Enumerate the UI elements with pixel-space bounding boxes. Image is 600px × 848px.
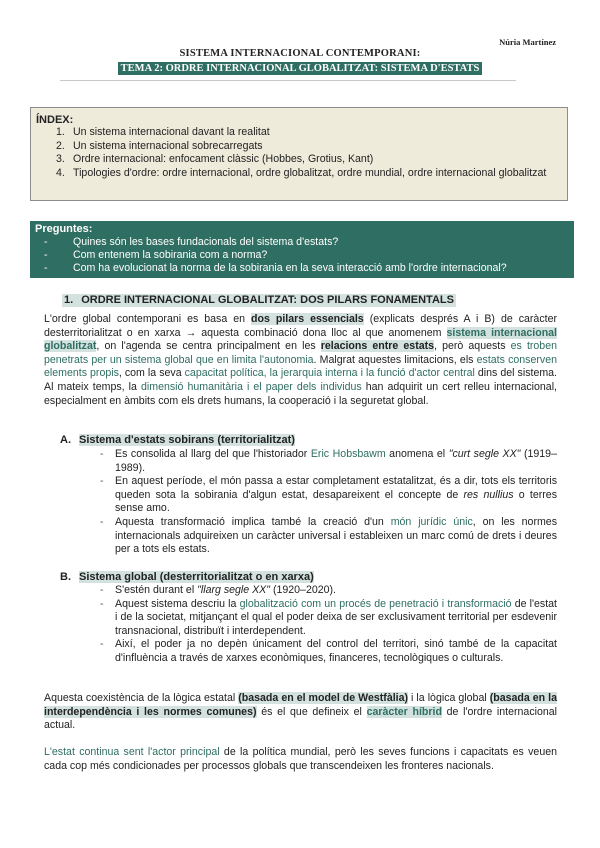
bullet-item: - Aquesta transformació implica també la creació d'un món jurídic únic, on les normes internacionals adquireixen un caràcter universal i estableixen un marc comú de drets i deures per a tots els estats. xyxy=(115,516,557,557)
bullet-item: - Aquest sistema descriu la globalització com un procés de penetració i transformació de l'estat i de la societat, mitjançant el qual el poder deixa de ser exclusivament territorial per esdevenir transnacional, distribuït i interdependent. xyxy=(115,598,557,639)
bullet-item: - Així, el poder ja no depèn únicament del control del territori, sinó també de la capacitat d'influència a través de xarxes econòmiques, financeres, tecnològiques o culturals. xyxy=(115,638,557,665)
index-item: 4. Tipologies d'ordre: ordre internacional, ordre globalitzat, ordre mundial, ordre internacional globalitzat xyxy=(56,166,547,179)
index-list xyxy=(56,126,562,180)
index-box xyxy=(30,107,568,201)
author-name: Núria Martínez xyxy=(499,37,556,47)
bullet-item: - En aquest període, el món passa a estar completament estatalitzat, és a dir, tots els territoris queden sota la sobirania d'algun estat, desapareixent el concepte de res nullius o terres sense amo. xyxy=(115,475,557,516)
question-item: - Com ha evolucionat la norma de la sobirania en la seva interacció amb l'ordre internacional? xyxy=(64,262,569,275)
final-paragraph: L'estat continua sent l'actor principal de la política mundial, però les seves funcions i capacitats es veuen cada cop més condicionades per processos globals que transcendeixen les fronteres nacionals. xyxy=(44,746,557,772)
bullet-item: - Es consolida al llarg del que l'historiador Eric Hobsbawm anomena el "curt segle XX" (1919–1989). xyxy=(115,448,557,475)
bullet-item: - S'estén durant el "llarg segle XX" (1920–2020). xyxy=(115,584,557,598)
index-item: 3. Ordre internacional: enfocament clàssic (Hobbes, Grotius, Kant) xyxy=(56,153,374,165)
header-divider xyxy=(60,80,516,81)
questions-box xyxy=(30,221,574,278)
subsection-a-bullets xyxy=(115,448,557,557)
questions-title: Preguntes: xyxy=(35,223,93,235)
closing-paragraph: Aquesta coexistència de la lògica estatal (basada en el model de Westfàlia) i la lògica global (basada en la interdependència i les normes comunes) és el que defineix el caràcter híbrid de l'ordre internacional actual. xyxy=(44,692,558,732)
question-item: - Com entenem la sobirania com a norma? xyxy=(64,249,569,262)
intro-paragraph: L'ordre global contemporani es basa en dos pilars essencials (explicats després A i B) de caràcter desterritorialitzat o en xarxa → aquesta combinació dona lloc al que anomenem sistema internacional globalitzat, on l'agenda se centra principalment en les relacions entre estats, però aquests es troben penetrats per un sistema global que en limita l'autonomia. Malgrat aquestes limitacions, els estats conserven elements propis, com la seva capacitat política, la jerarquia interna i la funció d'actor central dins del sistema. Al mateix temps, la dimensió humanitària i el paper dels individus han adquirit un cert relleu internacional, especialment en àmbits com els drets humans, la cooperació i la seguretat global. xyxy=(44,313,558,407)
questions-list xyxy=(64,236,569,275)
subsection-a-heading: A. Sistema d'estats sobirans (territorialitzat) xyxy=(60,434,295,446)
index-item: 1. Un sistema internacional davant la realitat xyxy=(56,126,270,138)
subsection-b-bullets xyxy=(115,584,557,666)
document-subtitle: TEMA 2: ORDRE INTERNACIONAL GLOBALITZAT: SISTEMA D'ESTATS xyxy=(118,62,483,75)
subtitle-wrap xyxy=(0,62,600,75)
question-item: - Quines són les bases fundacionals del sistema d'estats? xyxy=(64,236,569,249)
index-item: 2. Un sistema internacional sobrecarregats xyxy=(56,139,263,152)
index-title: ÍNDEX: xyxy=(36,114,74,126)
section-heading: 1. ORDRE INTERNACIONAL GLOBALITZAT: DOS PILARS FONAMENTALS xyxy=(64,294,454,306)
document-title: SISTEMA INTERNACIONAL CONTEMPORANI: xyxy=(179,48,421,59)
subsection-b-heading: B. Sistema global (desterritorialitzat o en xarxa) xyxy=(60,571,314,583)
